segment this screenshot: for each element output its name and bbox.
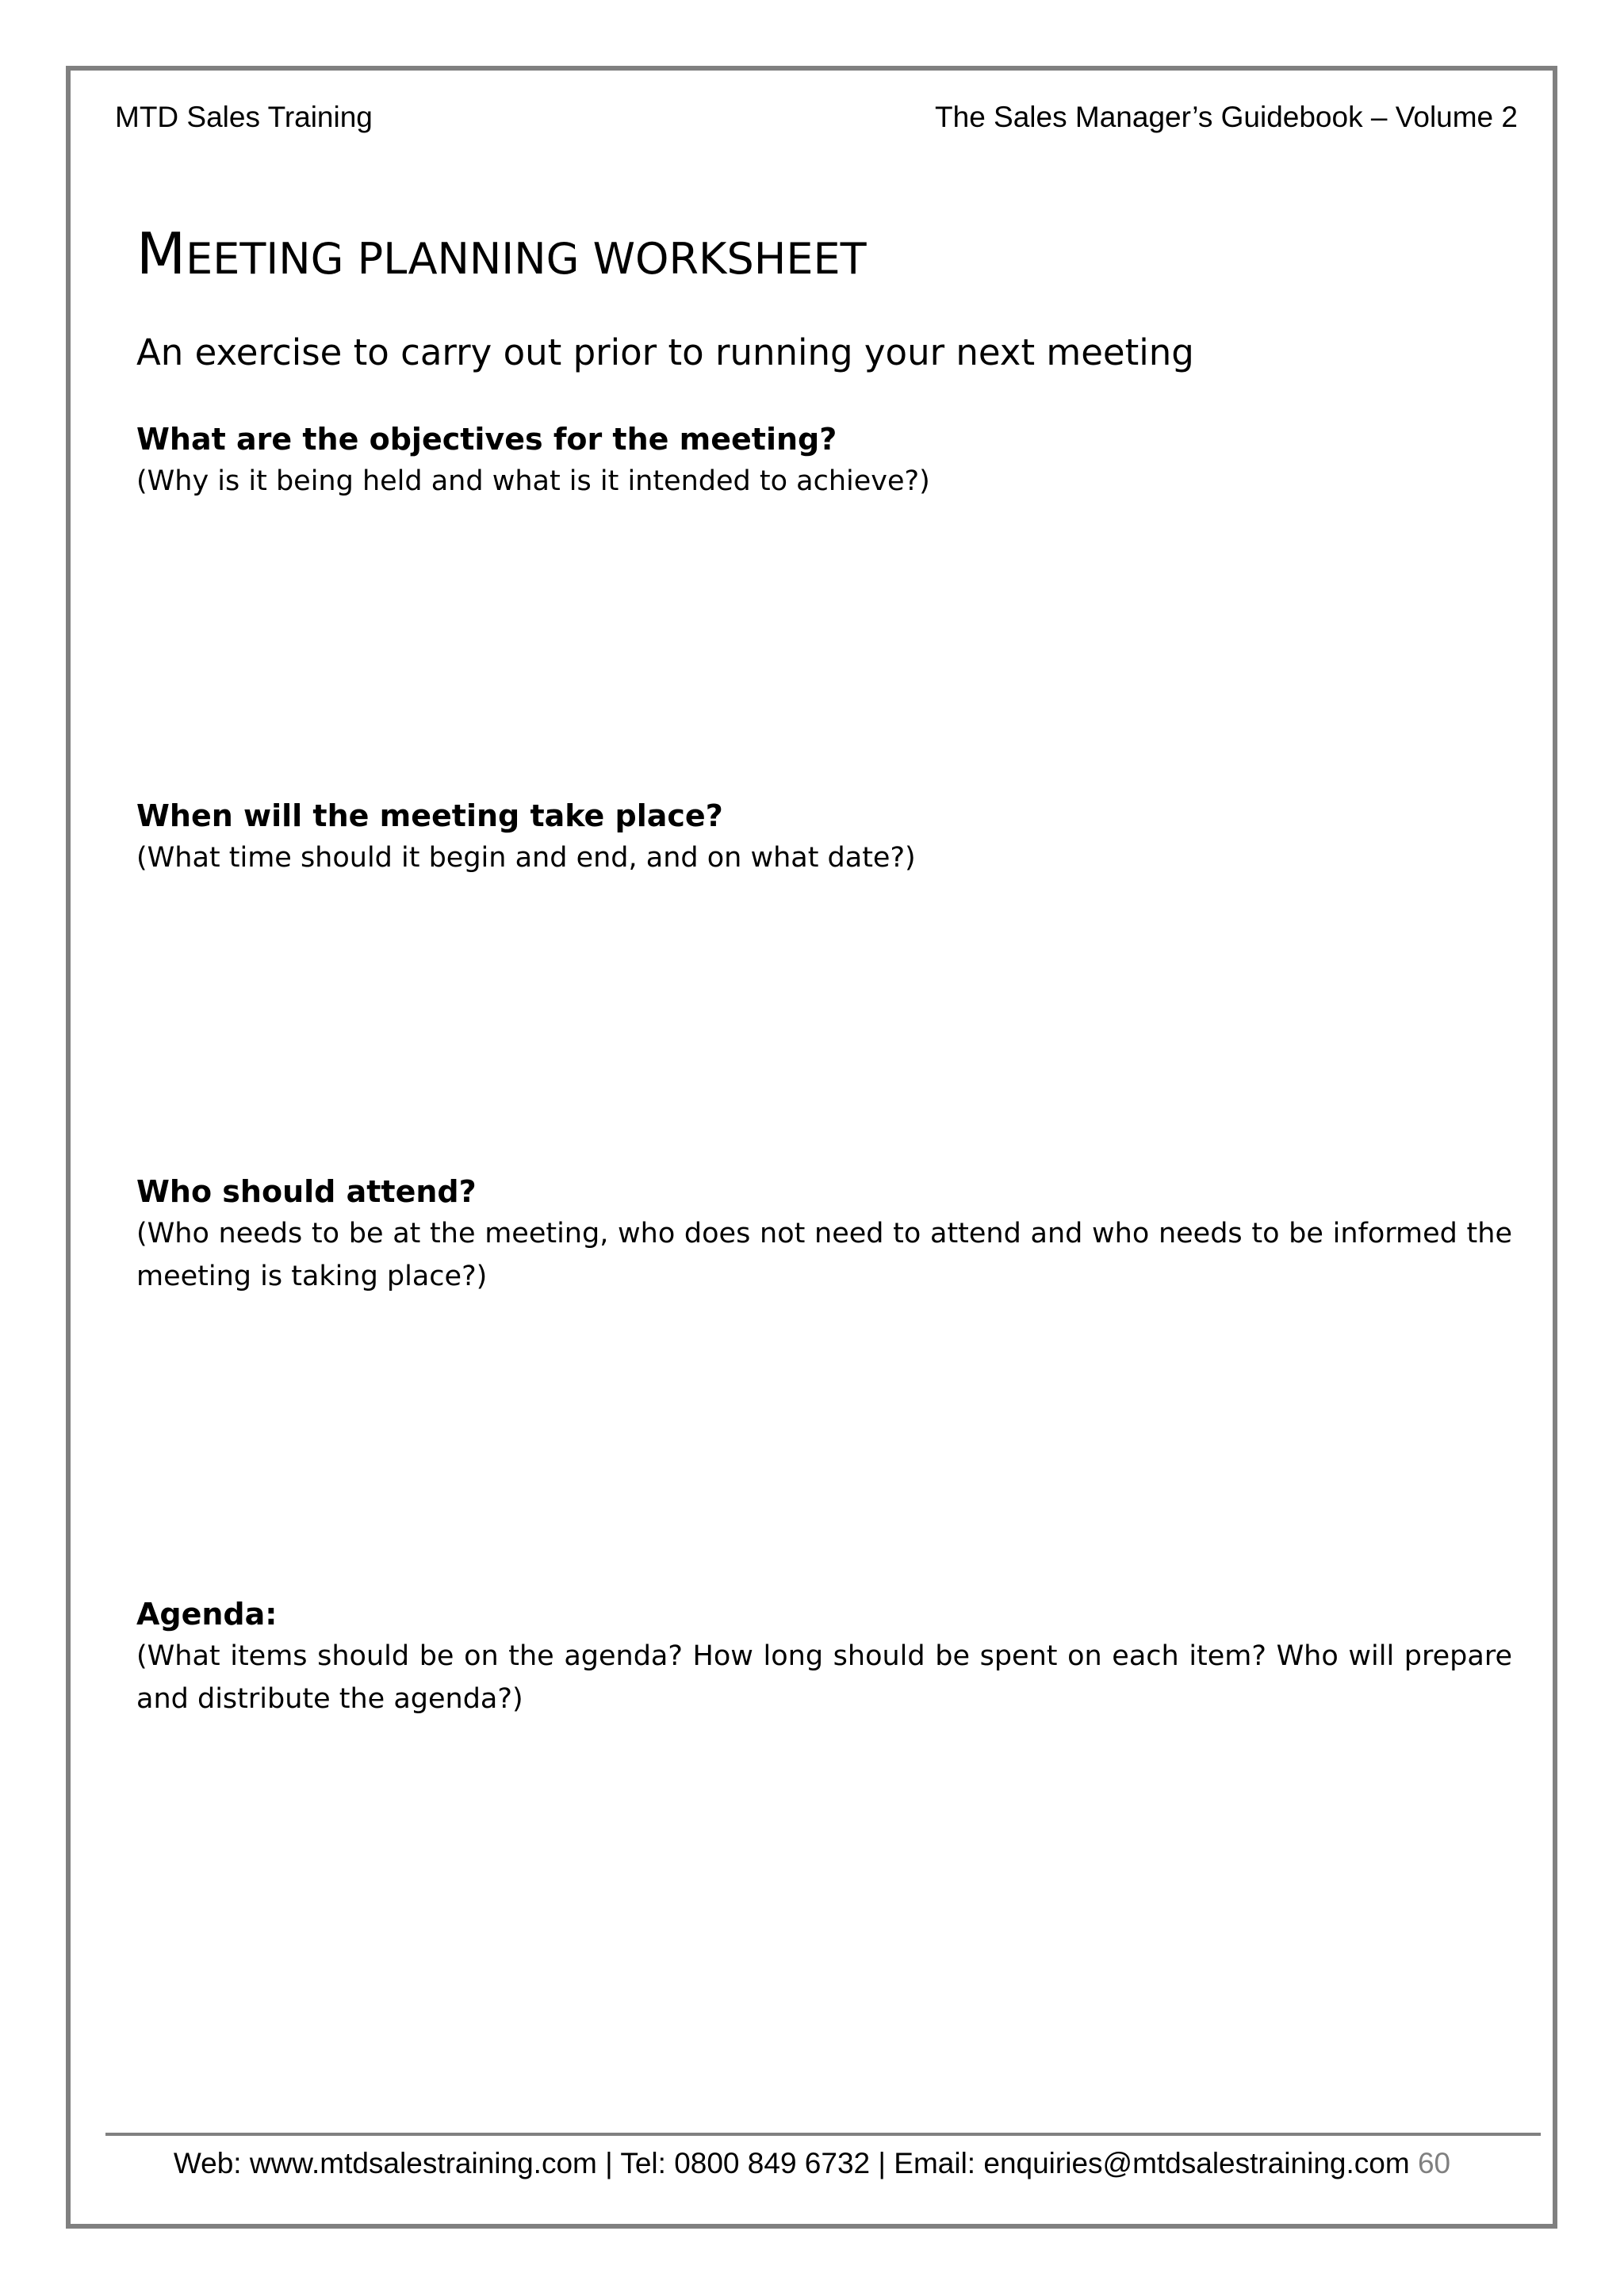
title-block <box>136 214 1512 377</box>
header-book-title: The Sales Manager’s Guidebook – Volume 2 <box>935 101 1518 133</box>
page-title-rest: EETING PLANNING WORKSHEET <box>186 234 867 284</box>
page-title <box>136 214 1512 299</box>
section-hint: (Why is it being held and what is it intended to achieve?) <box>136 465 930 497</box>
section-hint: (Who needs to be at the meeting, who does not need to attend and who needs to be informed the meeting is taking place?) <box>136 1218 1512 1292</box>
page-subtitle: An exercise to carry out prior to running your next meeting <box>136 331 1194 373</box>
section-question: What are the objectives for the meeting? <box>136 422 837 457</box>
section-question: Agenda: <box>136 1597 278 1632</box>
section-question: Who should attend? <box>136 1174 477 1209</box>
page-number: 60 <box>1417 2147 1451 2179</box>
section-timing <box>136 795 1512 879</box>
page-border <box>66 66 1557 2229</box>
page-title-initial: M <box>136 220 186 287</box>
footer <box>0 2145 1624 2182</box>
section-hint: (What time should it begin and end, and on what date?) <box>136 842 916 874</box>
section-question: When will the meeting take place? <box>136 798 723 833</box>
section-attendees <box>136 1171 1512 1298</box>
header-company: MTD Sales Training <box>115 101 373 133</box>
footer-divider <box>105 2133 1541 2136</box>
section-objectives <box>136 419 1512 503</box>
section-hint: (What items should be on the agenda? How long should be spent on each item? Who will prepare and distribute the agenda?) <box>136 1640 1512 1715</box>
footer-contact: Web: www.mtdsalestraining.com | Tel: 0800 849 6732 | Email: enquiries@mtdsalestraining.com <box>173 2147 1410 2179</box>
section-agenda <box>136 1594 1512 1720</box>
